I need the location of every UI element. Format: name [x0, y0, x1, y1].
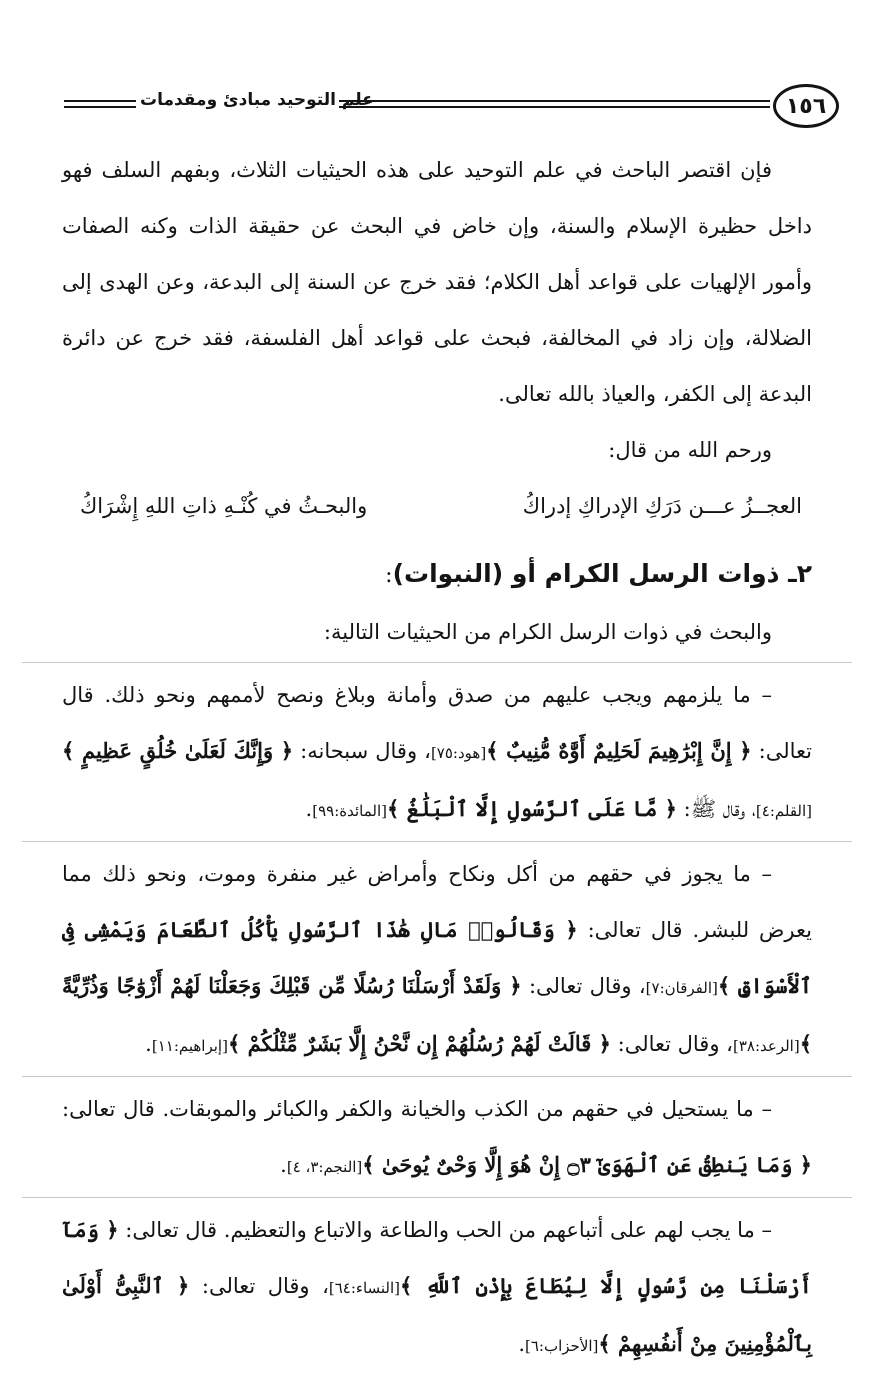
divider [22, 1197, 852, 1198]
item-end: . [518, 1332, 525, 1356]
list-item [62, 846, 812, 1074]
divider [22, 1076, 852, 1077]
list-item [62, 1081, 812, 1195]
section-heading-colon: : [385, 563, 393, 588]
quran-verse: ﴿ مَّا عَلَى ٱلرَّسُولِ إِلَّا ٱلْبَلَٰغُ ﴾ [387, 796, 677, 821]
list-item [62, 667, 812, 839]
quran-verse: ﴿ وَقَالُوا۟ مَالِ هَٰذَا ٱلرَّسُولِ يَأْكُلُ ٱلطَّعَامَ وَيَمْشِى فِى ٱلْأَسْوَاقِ ﴾ [62, 917, 812, 998]
item-end: . [305, 797, 313, 821]
item-text: ، وقال تعالى: [189, 1274, 329, 1298]
poem-intro: ورحم الله من قال: [608, 438, 772, 462]
verse-reference: [القلم:٤] [755, 802, 812, 820]
item-text: – ما يستحيل في حقهم من الكذب والخيانة والكفر والكبائر والموبقات. قال تعالى: [62, 1097, 772, 1121]
header-rule-right [339, 100, 770, 108]
section-heading [62, 546, 812, 604]
verse-reference: [الفرقان:٧] [645, 979, 718, 997]
running-header [0, 78, 873, 138]
quran-verse: ﴿ وَمَا يَنطِقُ عَنِ ٱلْهَوَىٰٓ ۝٣ إِنْ هُوَ إِلَّا وَحْىٌ يُوحَىٰ ﴾ [362, 1152, 812, 1177]
page-number: ١٥٦ [773, 84, 839, 128]
page-body [62, 142, 812, 1374]
verse-reference: [إبراهيم:١١] [151, 1037, 228, 1055]
item-text: ، وقال سبحانه: [293, 739, 431, 763]
item-end: . [280, 1153, 287, 1177]
quran-verse: ﴿ وَإِنَّكَ لَعَلَىٰ خُلُقٍ عَظِيمٍ ﴾ [62, 738, 294, 763]
divider [22, 841, 852, 842]
poem-hemistich-left: والبحـثُ في كُنْـهِ ذاتِ اللهِ إِشْرَاكُ [80, 494, 368, 518]
item-text: ، وقال تعالى: [610, 1032, 733, 1056]
item-text: – ما يجوز في حقهم من أكل ونكاح وأمراض غير منفرة وموت، ونحو ذلك مما يعرض للبشر. قال تعالى: [62, 862, 812, 942]
paragraph-intro: فإن اقتصر الباحث في علم التوحيد على هذه الحيثيات الثلاث، وبفهم السلف فهو داخل حظيرة الإسلام والسنة، وإن خاض في البحث عن حقيقة الذات وكنه الصفات وأمور الإلهيات على قواعد أهل الكلام؛ فقد خرج عن السنة إلى البدعة، وعن الهدى إلى الضلالة، وإن زاد في المخالفة، فبحث على قواعد أهل الفلسفة، فقد خرج عن دائرة البدعة إلى الكفر، والعياذ بالله تعالى. [62, 158, 812, 406]
item-text: – ما يلزمهم ويجب عليهم من صدق وأمانة وبلاغ ونصح لأممهم ونحو ذلك. قال تعالى: [62, 683, 812, 763]
verse-reference: [الرعد:٣٨] [732, 1037, 800, 1055]
book-title: علم التوحيد مبادئ ومقدمات [140, 90, 374, 110]
verse-reference: [المائدة:٩٩] [312, 802, 388, 820]
poem-verse [62, 478, 812, 534]
header-rule-left [64, 100, 136, 108]
quran-verse: ﴿ ٱلنَّبِىُّ أَوْلَىٰ بِٱلْمُؤْمِنِينَ مِنْ أَنفُسِهِمْ ﴾ [62, 1273, 812, 1356]
poem-hemistich-right: العجــزُ عـــن دَرَكِ الإدراكِ إدراكُ [522, 494, 802, 518]
item-text: ، وقال ﷺ: [676, 797, 756, 821]
list-item [62, 1202, 812, 1374]
section-intro: والبحث في ذوات الرسل الكرام من الحيثيات التالية: [323, 620, 772, 644]
verse-reference: [النساء:٦٤] [328, 1279, 401, 1297]
divider [22, 662, 852, 663]
verse-reference: [النجم:٣، ٤] [286, 1158, 363, 1176]
item-end: . [145, 1032, 152, 1056]
item-text: ، وقال تعالى: [521, 974, 646, 998]
verse-reference: [الأحزاب:٦] [525, 1337, 599, 1355]
verse-reference: [هود:٧٥] [430, 744, 487, 762]
item-text: – ما يجب لهم على أتباعهم من الحب والطاعة والاتباع والتعظيم. قال تعالى: [118, 1218, 773, 1242]
quran-verse: ﴿ وَلَقَدْ أَرْسَلْنَا رُسُلًا مِّن قَبْلِكَ وَجَعَلْنَا لَهُمْ أَزْوَٰجًا وَذُرِّيَّةً ﴾ [62, 973, 812, 1056]
quran-verse: ﴿ قَالَتْ لَهُمْ رُسُلُهُمْ إِن نَّحْنُ إِلَّا بَشَرٌ مِّثْلُكُمْ ﴾ [227, 1031, 611, 1056]
quran-verse: ﴿ إِنَّ إِبْرَٰهِيمَ لَحَلِيمٌ أَوَّٰهٌ مُّنِيبٌ ﴾ [486, 738, 752, 763]
quran-verse: ﴿ وَمَآ أَرْسَلْنَا مِن رَّسُولٍ إِلَّا لِيُطَاعَ بِإِذْنِ ٱللَّهِ ﴾ [62, 1217, 812, 1298]
section-heading-text: ٢ـ ذوات الرسل الكرام أو (النبوات) [392, 559, 812, 588]
